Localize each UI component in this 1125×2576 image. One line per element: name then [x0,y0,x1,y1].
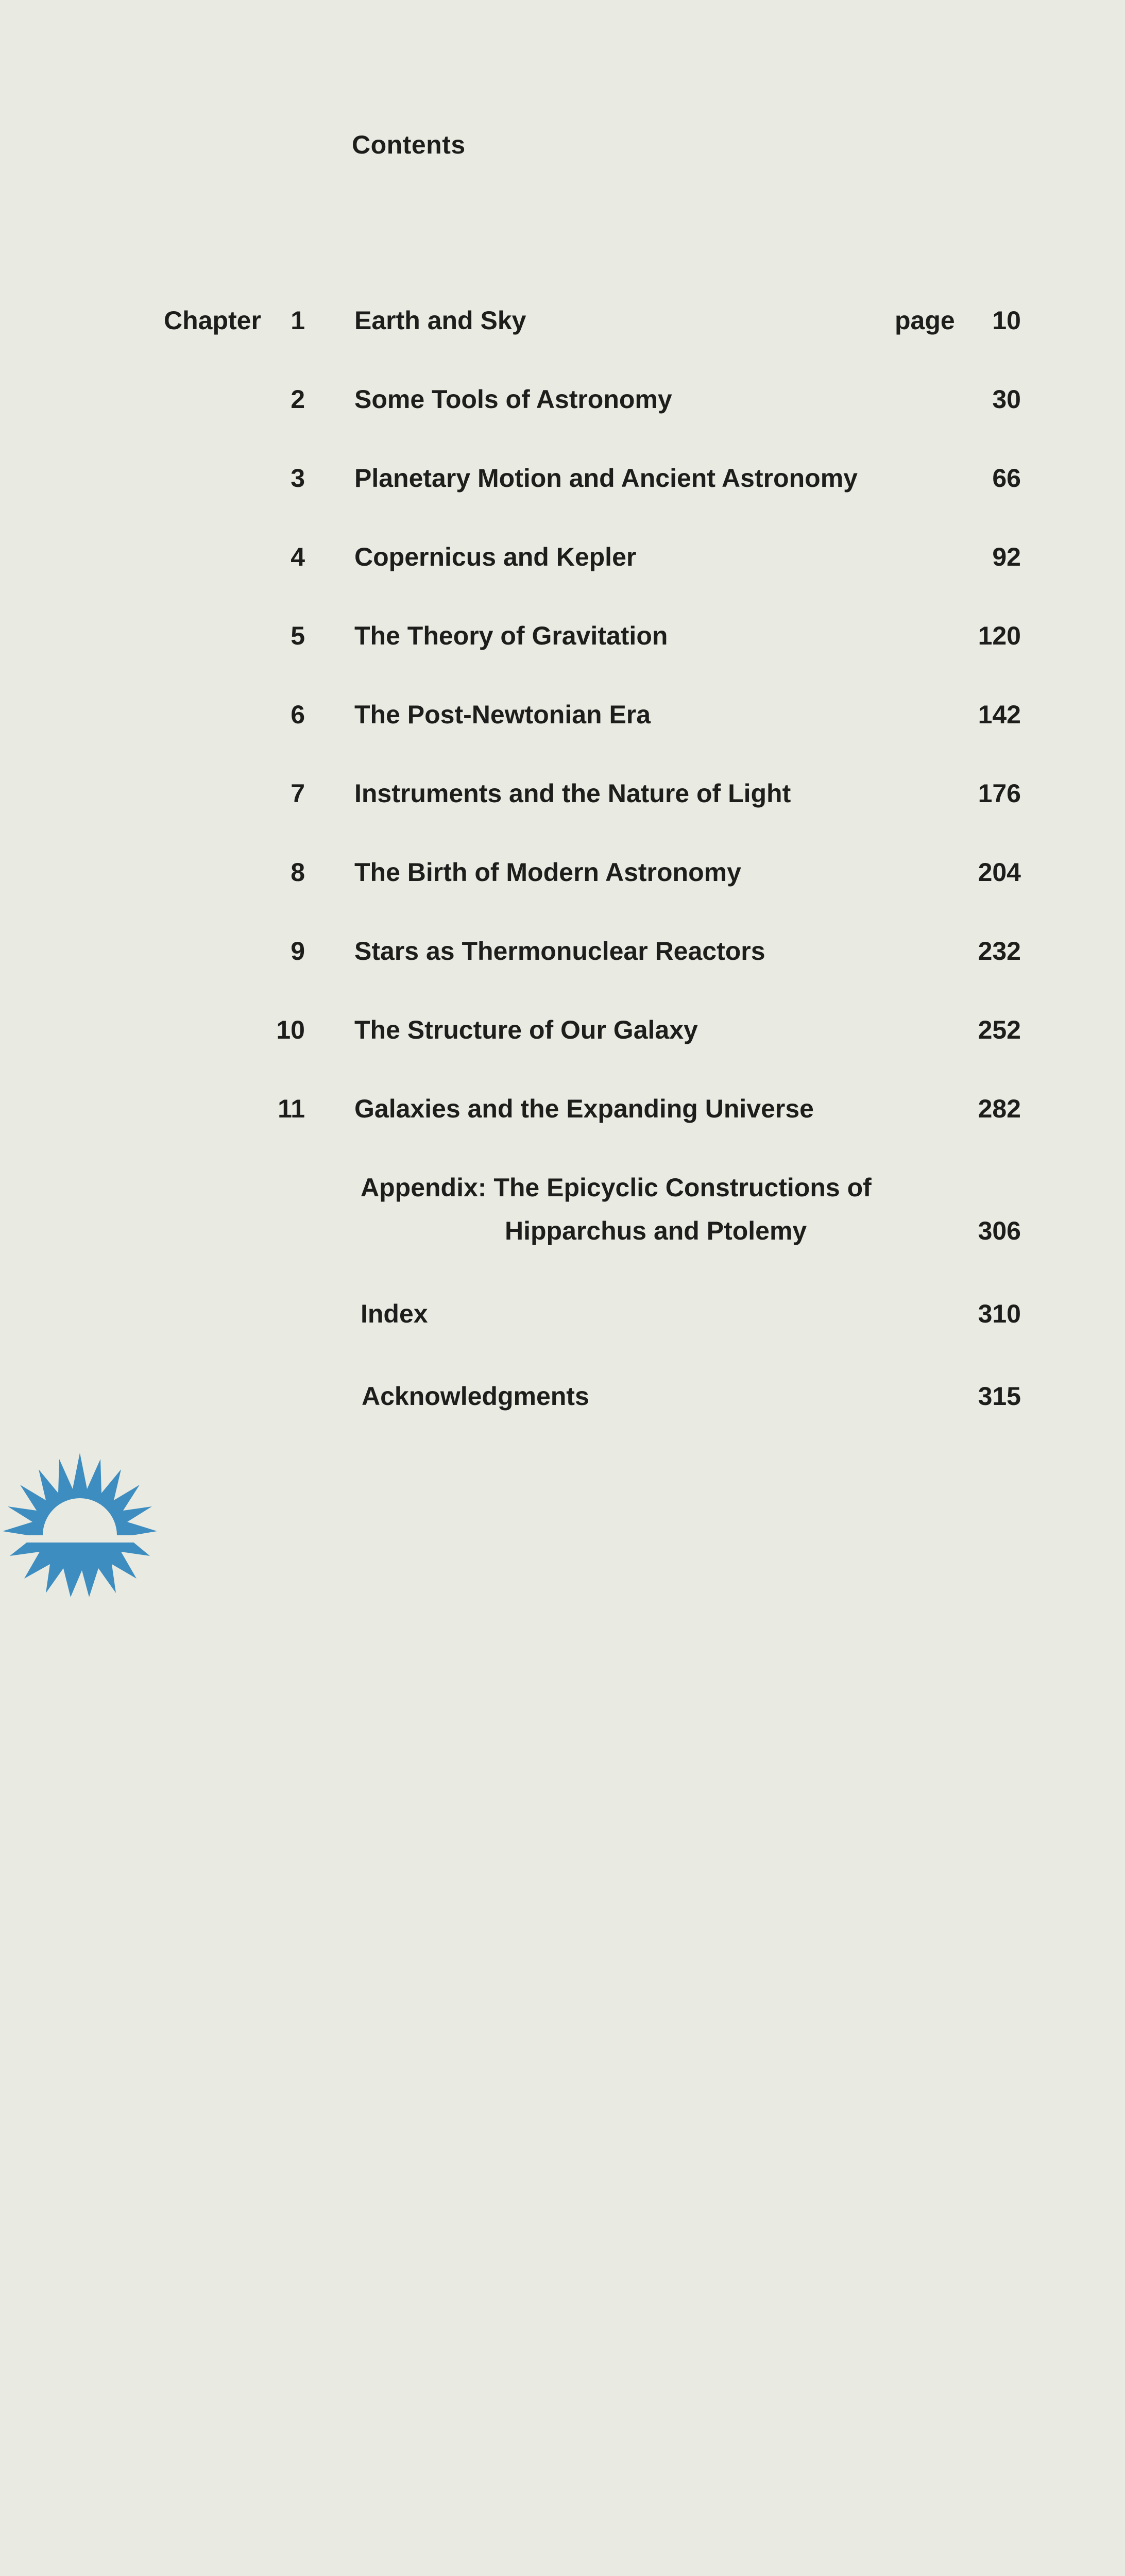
chapter-number: 11 [278,1094,305,1123]
acknowledgments-title: Acknowledgments [362,1382,589,1411]
chapter-number: 7 [291,779,305,808]
page-number: 10 [992,306,1021,335]
page-number: 310 [978,1299,1021,1328]
chapter-number: 5 [291,621,305,650]
page-number: 142 [978,700,1021,729]
page-number: 306 [978,1216,1021,1245]
page-number: 30 [992,385,1021,414]
chapter-title: The Structure of Our Galaxy [354,1015,698,1044]
chapter-title: Stars as Thermonuclear Reactors [354,937,765,965]
page-title: Contents [352,130,466,159]
chapter-number: 4 [291,543,305,571]
chapter-title: The Post-Newtonian Era [354,700,651,729]
chapter-title: The Theory of Gravitation [354,621,668,650]
page-number: 282 [978,1094,1021,1123]
watermark [0,1443,1125,1609]
chapter-number: 2 [291,385,305,414]
chapter-title: Galaxies and the Expanding Universe [354,1094,814,1123]
appendix-title-line1: Appendix: The Epicyclic Constructions of [361,1173,872,1202]
chapter-title: Copernicus and Kepler [354,543,637,571]
chapter-number: 1 [291,306,305,335]
chapter-title: The Birth of Modern Astronomy [354,858,741,887]
chapter-number: 9 [291,937,305,965]
page-number: 120 [978,621,1021,650]
index-title: Index [361,1299,428,1328]
chapter-number: 8 [291,858,305,887]
chapter-label: Chapter [164,306,261,335]
page-number: 66 [992,464,1021,493]
page-column-label: page [895,306,955,335]
chapter-title: Earth and Sky [354,306,526,335]
chapter-title: Some Tools of Astronomy [354,385,672,414]
chapter-number: 3 [291,464,305,493]
appendix-title-line2: Hipparchus and Ptolemy [505,1216,807,1245]
page-number: 232 [978,937,1021,965]
page-number: 315 [978,1382,1021,1411]
page-number: 92 [992,543,1021,571]
page-number: 204 [978,858,1021,887]
page-number: 252 [978,1015,1021,1044]
page-number: 176 [978,779,1021,808]
sun-burst-icon [0,1448,165,1602]
chapter-title: Planetary Motion and Ancient Astronomy [354,464,858,493]
chapter-title: Instruments and the Nature of Light [354,779,791,808]
chapter-number: 6 [291,700,305,729]
chapter-number: 10 [276,1015,305,1044]
